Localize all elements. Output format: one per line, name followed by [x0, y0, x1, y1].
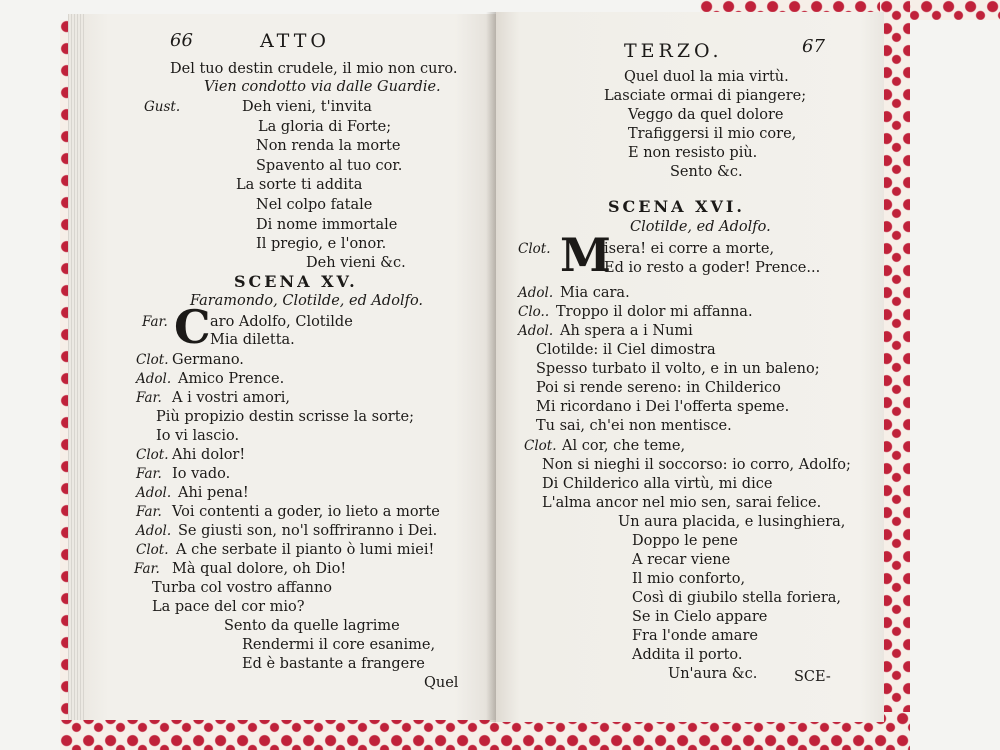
verse-line: Nel colpo fatale: [256, 197, 373, 213]
verse-line: aro Adolfo, Clotilde: [210, 314, 353, 330]
speaker-label: Adol.: [518, 285, 554, 301]
verse-line: Al cor, che teme,: [562, 438, 686, 454]
verse-line: A i vostri amori,: [172, 390, 290, 406]
verse-line: Il mio conforto,: [632, 571, 746, 587]
verse-line: Del tuo destin crudele, il mio non curo.: [170, 61, 458, 77]
verse-line: Non renda la morte: [256, 138, 401, 154]
speaker-label: Adol.: [518, 323, 554, 339]
verse-line: Veggo da quel dolore: [628, 107, 784, 123]
speaker-label: Far.: [136, 504, 162, 520]
verse-line: Lasciate ormai di piangere;: [604, 88, 807, 104]
verse-line: Turba col vostro affanno: [152, 580, 333, 596]
verse-line: isera! ei corre a morte,: [604, 241, 775, 257]
drop-cap: M: [560, 228, 611, 282]
verse-line: Non si nieghi il soccorso: io corro, Adolfo;: [542, 457, 851, 473]
scene-characters: Faramondo, Clotilde, ed Adolfo.: [190, 293, 424, 309]
speaker-label: Far.: [134, 561, 160, 577]
stage-direction: Vien condotto via dalle Guardie.: [204, 79, 441, 95]
verse-line: Ed è bastante a frangere: [242, 656, 425, 672]
running-head: ATTO: [260, 30, 330, 52]
scene-characters: Clotilde, ed Adolfo.: [630, 219, 771, 235]
speaker-label: Far.: [136, 466, 162, 482]
verse-line: Io vi lascio.: [156, 428, 240, 444]
verse-line: Tu sai, ch'ei non mentisce.: [536, 418, 732, 434]
verse-line: Trafiggersi il mio core,: [628, 126, 797, 142]
scene-heading: SCENA XV.: [234, 272, 358, 291]
verse-line: Germano.: [172, 352, 244, 368]
verse-line: Più propizio destin scrisse la sorte;: [156, 409, 415, 425]
verse-line: Poi si rende sereno: in Childerico: [536, 380, 781, 396]
speaker-label: Adol.: [136, 485, 172, 501]
verse-line: Mia cara.: [560, 285, 630, 301]
verse-line: Mia diletta.: [210, 332, 295, 348]
verse-line: Mà qual dolore, oh Dio!: [172, 561, 347, 577]
verse-line: Deh vieni &c.: [306, 255, 406, 271]
verse-line: La gloria di Forte;: [258, 119, 392, 135]
speaker-label: Adol.: [136, 371, 172, 387]
verse-line: Troppo il dolor mi affanna.: [556, 304, 753, 320]
verse-line: Un'aura &c.: [668, 666, 758, 682]
verse-line: Io vado.: [172, 466, 231, 482]
running-head: TERZO.: [624, 40, 723, 62]
verse-line: Doppo le pene: [632, 533, 738, 549]
verse-line: Un aura placida, e lusinghiera,: [618, 514, 846, 530]
catchword: Quel: [424, 675, 459, 691]
speaker-label: Clot.: [136, 447, 169, 463]
verse-line: Fra l'onde amare: [632, 628, 758, 644]
speaker-label: Far.: [136, 390, 162, 406]
verse-line: Spavento al tuo cor.: [256, 158, 403, 174]
drop-cap: C: [174, 300, 211, 354]
verse-line: Quel duol la mia virtù.: [624, 69, 789, 85]
speaker-label: Clot.: [524, 438, 557, 454]
speaker-label: Far.: [142, 314, 168, 330]
verse-line: Se in Cielo appare: [632, 609, 768, 625]
page-number: 67: [802, 36, 825, 57]
speaker-label: Adol.: [136, 523, 172, 539]
verse-line: Se giusti son, no'l soffriranno i Dei.: [178, 523, 438, 539]
verse-line: Di Childerico alla virtù, mi dice: [542, 476, 773, 492]
verse-line: A che serbate il pianto ò lumi miei!: [176, 542, 435, 558]
page-number: 66: [170, 30, 193, 51]
verse-line: Sento da quelle lagrime: [224, 618, 400, 634]
verse-line: Rendermi il core esanime,: [242, 637, 436, 653]
catchword: SCE-: [794, 669, 831, 685]
verse-line: Sento &c.: [670, 164, 743, 180]
verse-line: Ahi pena!: [178, 485, 249, 501]
verse-line: Ah spera a i Numi: [560, 323, 693, 339]
verse-line: L'alma ancor nel mio sen, sarai felice.: [542, 495, 822, 511]
verse-line: Di nome immortale: [256, 217, 398, 233]
speaker-label: Gust.: [144, 99, 181, 115]
verse-line: Amico Prence.: [178, 371, 285, 387]
speaker-label: Clot.: [518, 241, 551, 257]
speaker-label: Clot.: [136, 542, 169, 558]
verse-line: Ed io resto a goder! Prence...: [604, 260, 821, 276]
verse-line: Spesso turbato il volto, e in un baleno;: [536, 361, 820, 377]
verse-line: Ahi dolor!: [172, 447, 246, 463]
verse-line: A recar viene: [632, 552, 731, 568]
endpaper-pattern-right: [880, 0, 910, 720]
right-page: [496, 12, 884, 722]
verse-line: La pace del cor mio?: [152, 599, 305, 615]
verse-line: Voi contenti a goder, io lieto a morte: [172, 504, 440, 520]
speaker-label: Clot.: [136, 352, 169, 368]
verse-line: E non resisto più.: [628, 145, 758, 161]
verse-line: Clotilde: il Ciel dimostra: [536, 342, 716, 358]
speaker-label: Clo..: [518, 304, 550, 320]
verse-line: Addita il porto.: [632, 647, 743, 663]
verse-line: Deh vieni, t'invita: [242, 99, 372, 115]
verse-line: Il pregio, e l'onor.: [256, 236, 387, 252]
verse-line: Mi ricordano i Dei l'offerta speme.: [536, 399, 790, 415]
verse-line: La sorte ti addita: [236, 177, 363, 193]
verse-line: Così di giubilo stella foriera,: [632, 590, 842, 606]
left-page: [84, 14, 496, 720]
scene-heading: SCENA XVI.: [608, 197, 745, 216]
